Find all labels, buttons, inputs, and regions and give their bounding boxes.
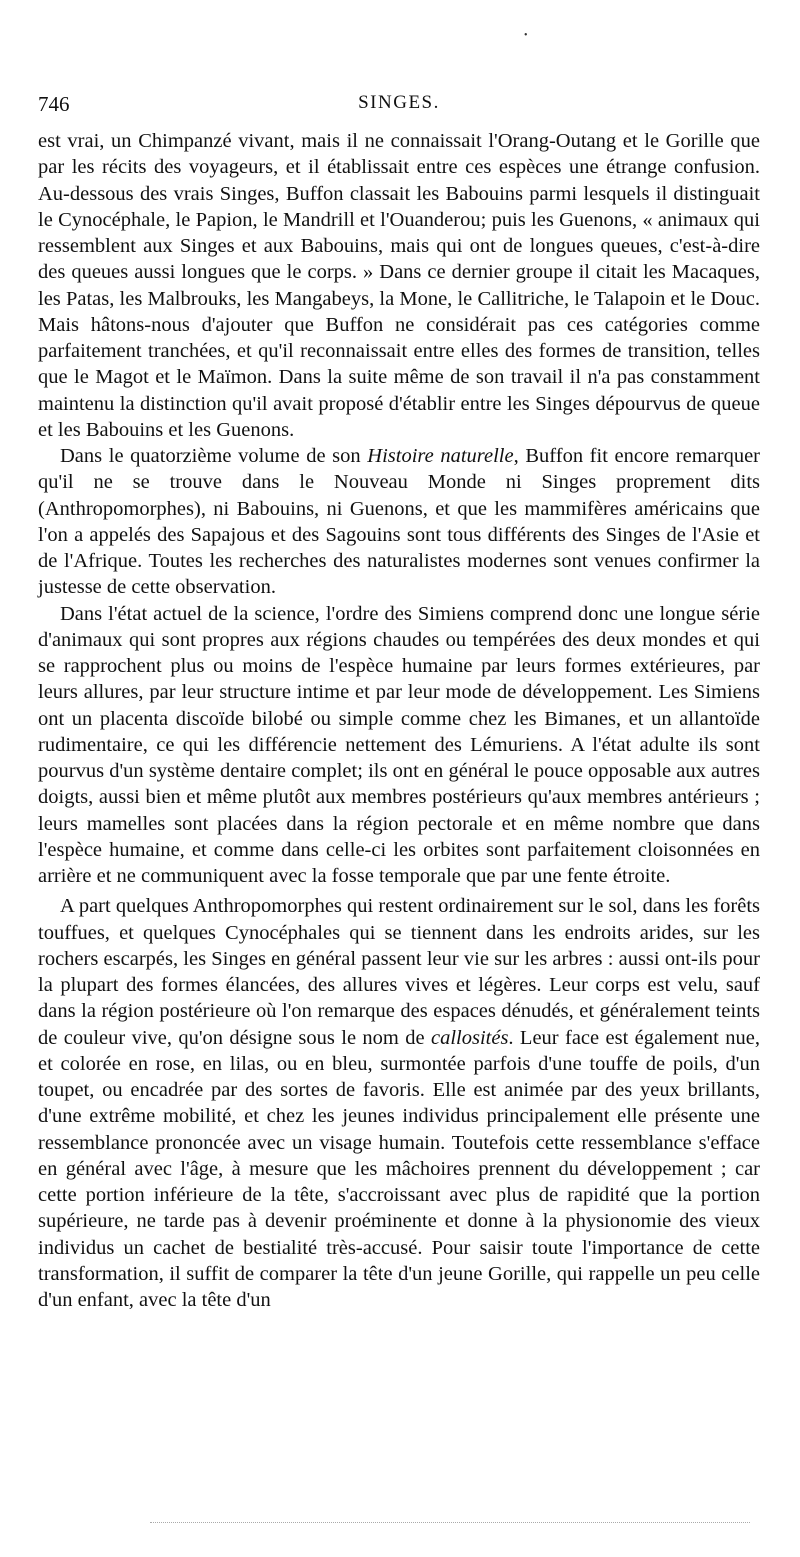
page-header	[38, 92, 760, 120]
paragraph-2	[38, 443, 760, 601]
running-title: SINGES.	[358, 92, 440, 113]
book-title-italic: Histoire naturelle	[367, 445, 514, 467]
paragraph-4	[38, 893, 760, 1313]
paragraph-2-text-end: , Buffon fit encore remarquer qu'il ne se trouve dans le Nouveau Monde ni Singes proprement dits (Anthropomorphes), ni Babouins, ni Guenons, et que les mammifères américains que l'on a appelés des Sapajous et des Sagouins sont tous différents des Singes de l'Asie et de l'Afrique. Toutes les recherches des naturalistes modernes sont venues confirmer la justesse de cette observation.	[38, 445, 760, 599]
print-speck: •	[524, 30, 528, 41]
paragraph-1	[38, 128, 760, 443]
page-number: 746	[38, 92, 70, 116]
footer-rule	[150, 1522, 750, 1523]
paragraph-3-text: Dans l'état actuel de la science, l'ordre des Simiens comprend donc une longue série d'animaux qui sont propres aux régions chaudes ou tempérées des deux mondes et qui se rapprochent plus ou moins de l'espèce humaine par leurs formes extérieures, par leurs allures, par leur structure intime et par leur mode de développement. Les Simiens ont un placenta discoïde bilobé ou simple comme chez les Bimanes, et un allantoïde rudimentaire, ce qui les différencie nettement des Lémuriens. A l'état adulte ils sont pourvus d'un système dentaire complet; ils ont en général le pouce opposable aux autres doigts, aussi bien et même plutôt aux membres postérieurs qu'aux membres antérieurs ; leurs mamelles sont placées dans la région pectorale et en même nombre que dans l'espèce humaine, et comme dans celle-ci les orbites sont parfaitement cloisonnées en arrière et ne communiquent avec la fosse temporale que par une fente étroite.	[38, 602, 760, 887]
paragraph-4-text-end: . Leur face est également nue, et colorée en rose, en lilas, ou en bleu, surmontée parfois d'une touffe de poils, d'un toupet, ou encadrée par des sortes de favoris. Elle est animée par des yeux brillants, d'une extrême mobilité, et chez les jeunes individus principalement elle présente une ressemblance prononcée avec un visage humain. Toutefois cette ressemblance s'efface en général avec l'âge, à mesure que les mâchoires prennent du développement ; car cette portion inférieure de la tête, s'accroissant avec plus de rapidité que la portion supérieure, ne tarde pas à devenir proéminente et donne à la physionomie des vieux individus un cachet de bestialité très-accusé. Pour saisir toute l'importance de cette transformation, il suffit de comparer la tête d'un jeune Gorille, qui rappelle un peu celle d'un enfant, avec la tête d'un	[38, 1026, 760, 1311]
paragraph-3	[38, 601, 760, 890]
paragraph-2-text-start: Dans le quatorzième volume de son	[60, 445, 368, 467]
paragraph-1-text: est vrai, un Chimpanzé vivant, mais il ne connaissait l'Orang-Outang et le Gorille que par les récits des voyageurs, et il établissait entre ces espèces une étrange confusion. Au-dessous des vrais Singes, Buffon classait les Babouins parmi lesquels il distinguait le Cynocéphale, le Papion, le Mandrill et l'Ouanderou; puis les Guenons, « animaux qui ressemblent aux Singes et aux Babouins, mais qui ont de longues queues, c'est-à-dire des queues aussi longues que le corps. » Dans ce dernier groupe il citait les Macaques, les Patas, les Malbrouks, les Mangabeys, la Mone, le Callitriche, le Talapoin et le Douc. Mais hâtons-nous d'ajouter que Buffon ne considérait pas ces catégories comme parfaitement tranchées, et qu'il reconnaissait entre elles des formes de transition, telles que le Magot et le Maïmon. Dans la suite même de son travail il n'a pas constamment maintenu la distinction qu'il avait proposé d'établir entre les Singes dépourvus de queue et les Babouins et les Guenons.	[38, 130, 760, 441]
term-italic: callosités	[430, 1026, 509, 1049]
paragraph-4-text-start: A part quelques Anthropomorphes qui restent ordinairement sur le sol, dans les forêts touffues, et quelques Cynocéphales qui se tiennent dans les endroits arides, sur les rochers escarpés, les Singes en général passent leur vie sur les arbres : aussi ont-ils pour la plupart des formes élancées, des allures vives et légères. Leur corps est velu, sauf dans la région postérieure où l'on remarque des espaces dénudés, et généralement teints de couleur vive, qu'on désigne sous le nom de	[38, 895, 760, 1049]
body-text	[38, 128, 760, 1313]
